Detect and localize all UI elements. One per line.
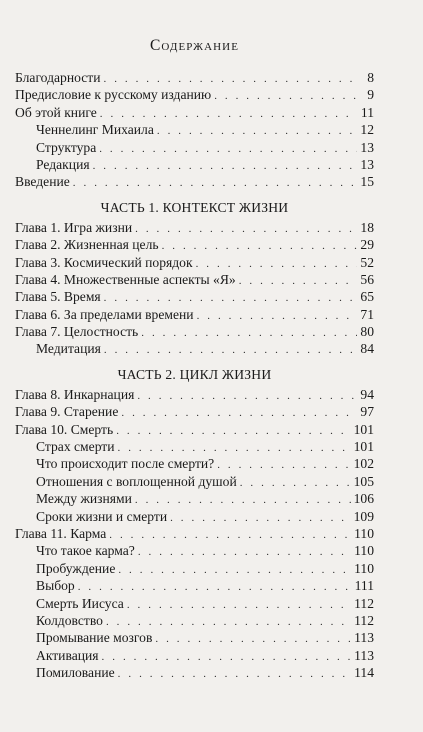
- toc-entry[interactable]: [15, 236, 374, 253]
- page-number: 8: [367, 70, 374, 85]
- page-number: 65: [360, 289, 374, 305]
- toc-subentry[interactable]: [15, 647, 374, 664]
- dot-leader: [141, 325, 357, 342]
- toc-subentry[interactable]: [15, 560, 374, 577]
- page-number: 94: [360, 386, 374, 402]
- toc-entry[interactable]: [15, 104, 374, 121]
- toc-entry[interactable]: [15, 254, 374, 271]
- page-number: 13: [360, 156, 374, 172]
- toc-subentry[interactable]: [15, 664, 374, 681]
- dot-leader: [73, 175, 357, 192]
- page-number: 110: [354, 525, 374, 541]
- toc-subentry[interactable]: [15, 595, 374, 612]
- dot-leader: [157, 123, 357, 140]
- page-number: 71: [360, 306, 374, 322]
- dot-leader: [121, 405, 357, 422]
- toc-title: Содержание: [149, 37, 240, 54]
- entry-label: Отношения с воплощенной душой: [36, 473, 237, 489]
- entry-label: Глава 8. Инкарнация: [15, 386, 135, 402]
- page-number: 11: [360, 104, 374, 120]
- dot-leader: [197, 308, 357, 325]
- toc-entry[interactable]: [15, 69, 374, 86]
- dot-leader: [137, 388, 357, 405]
- entry-label: Глава 4. Множественные аспекты «Я»: [15, 271, 236, 287]
- entry-label: Глава 6. За пределами времени: [15, 306, 194, 322]
- page-number: 52: [360, 254, 374, 270]
- entry-label: Колдовство: [36, 612, 103, 628]
- entry-label: Что происходит после смерти?: [36, 456, 215, 472]
- toc-entry[interactable]: [15, 173, 374, 190]
- dot-leader: [239, 273, 357, 290]
- toc-entry[interactable]: [15, 219, 374, 236]
- toc-subentry[interactable]: [15, 455, 374, 472]
- entry-label: Промывание мозгов: [36, 630, 153, 646]
- toc-subentry[interactable]: [15, 629, 374, 646]
- toc-subentry[interactable]: [15, 340, 374, 357]
- toc-subentry[interactable]: [15, 542, 374, 559]
- entry-label: Введение: [15, 174, 70, 190]
- parts-container: [15, 198, 374, 682]
- toc-subentry[interactable]: [15, 438, 374, 455]
- entry-label: Предисловие к русскому изданию: [15, 87, 212, 103]
- page-number: 106: [353, 491, 374, 507]
- dot-leader: [170, 510, 351, 527]
- entry-label: Смерть Иисуса: [36, 595, 124, 611]
- dot-leader: [214, 88, 357, 105]
- part-heading: ЧАСТЬ 1. КОНТЕКСТ ЖИЗНИ: [100, 199, 289, 215]
- entry-label: Ченнелинг Михаила: [36, 122, 154, 138]
- toc-entry[interactable]: [15, 288, 374, 305]
- page-number: 114: [354, 665, 374, 681]
- dot-leader: [135, 221, 357, 238]
- toc-entry[interactable]: [15, 421, 374, 438]
- part-section: [15, 365, 374, 682]
- entry-label: Редакция: [36, 156, 90, 172]
- toc-entry[interactable]: [15, 386, 374, 403]
- dot-leader: [217, 457, 350, 474]
- page-number: 12: [360, 122, 374, 138]
- entry-label: Глава 7. Целостность: [15, 324, 139, 340]
- toc-entry[interactable]: [15, 323, 374, 340]
- page-number: 113: [354, 647, 374, 663]
- entry-label: Помилование: [36, 665, 115, 681]
- part-section: [15, 198, 374, 358]
- page-number: 110: [354, 543, 374, 559]
- dot-leader: [118, 666, 351, 683]
- dot-leader: [109, 527, 351, 544]
- page-number: 105: [353, 473, 374, 489]
- dot-leader: [104, 342, 357, 359]
- entry-label: Глава 3. Космический порядок: [15, 254, 193, 270]
- page-number: 9: [367, 87, 374, 103]
- toc-subentry[interactable]: [15, 473, 374, 490]
- entry-label: Медитация: [36, 341, 101, 357]
- toc-subentry[interactable]: [15, 508, 374, 525]
- page-number: 101: [353, 439, 374, 455]
- dot-leader: [93, 158, 357, 175]
- dot-leader: [102, 649, 352, 666]
- dot-leader: [99, 141, 357, 158]
- entry-label: Глава 5. Время: [15, 289, 101, 305]
- entry-label: Глава 10. Смерть: [15, 421, 114, 437]
- page-number: 15: [360, 174, 374, 190]
- page-number: 109: [353, 508, 374, 524]
- front-matter-list: [15, 69, 374, 191]
- toc-entry[interactable]: [15, 403, 374, 420]
- page-number: 80: [360, 324, 374, 340]
- entry-label: Между жизнями: [36, 491, 132, 507]
- page-number: 112: [354, 595, 374, 611]
- page-number: 13: [360, 139, 374, 155]
- page-number: 111: [354, 578, 374, 594]
- toc-entry[interactable]: [15, 306, 374, 323]
- toc-entry[interactable]: [15, 86, 374, 103]
- entry-label: Пробуждение: [36, 560, 116, 576]
- page-number: 110: [354, 560, 374, 576]
- dot-leader: [135, 492, 351, 509]
- page-number: 29: [360, 237, 374, 253]
- dot-leader: [116, 423, 350, 440]
- entry-label: Благодарности: [15, 70, 101, 85]
- dot-leader: [138, 544, 351, 561]
- entry-label: Глава 1. Игра жизни: [15, 219, 133, 235]
- page-number: 18: [360, 219, 374, 235]
- part-heading: ЧАСТЬ 2. ЦИКЛ ЖИЗНИ: [117, 366, 272, 382]
- entry-label: Сроки жизни и смерти: [36, 508, 168, 524]
- entry-label: Активация: [36, 647, 99, 663]
- entry-label: Глава 11. Карма: [15, 525, 107, 541]
- entry-label: Что такое карма?: [36, 543, 135, 559]
- dot-leader: [118, 562, 351, 579]
- toc-subentry[interactable]: [15, 577, 374, 594]
- dot-leader: [127, 597, 351, 614]
- page-number: 112: [354, 612, 374, 628]
- page-number: 84: [360, 341, 374, 357]
- page-number: 113: [354, 630, 374, 646]
- toc-subentry[interactable]: [15, 139, 374, 156]
- dot-leader: [240, 475, 351, 492]
- page-number: 102: [353, 456, 374, 472]
- entry-label: Глава 9. Старение: [15, 404, 119, 420]
- entry-label: Выбор: [36, 578, 75, 594]
- toc-subentry[interactable]: [15, 490, 374, 507]
- entry-label: Структура: [36, 139, 97, 155]
- toc-subentry[interactable]: [15, 156, 374, 173]
- page-number: 101: [353, 421, 374, 437]
- page-number: 97: [360, 404, 374, 420]
- toc-subentry[interactable]: [15, 612, 374, 629]
- toc-entry[interactable]: [15, 271, 374, 288]
- dot-leader: [155, 631, 351, 648]
- entry-label: Страх смерти: [36, 439, 115, 455]
- page-number: 56: [360, 271, 374, 287]
- toc-subentry[interactable]: [15, 121, 374, 138]
- toc-entry[interactable]: [15, 525, 374, 542]
- entry-label: Об этой книге: [15, 104, 97, 120]
- entry-label: Глава 2. Жизненная цель: [15, 237, 159, 253]
